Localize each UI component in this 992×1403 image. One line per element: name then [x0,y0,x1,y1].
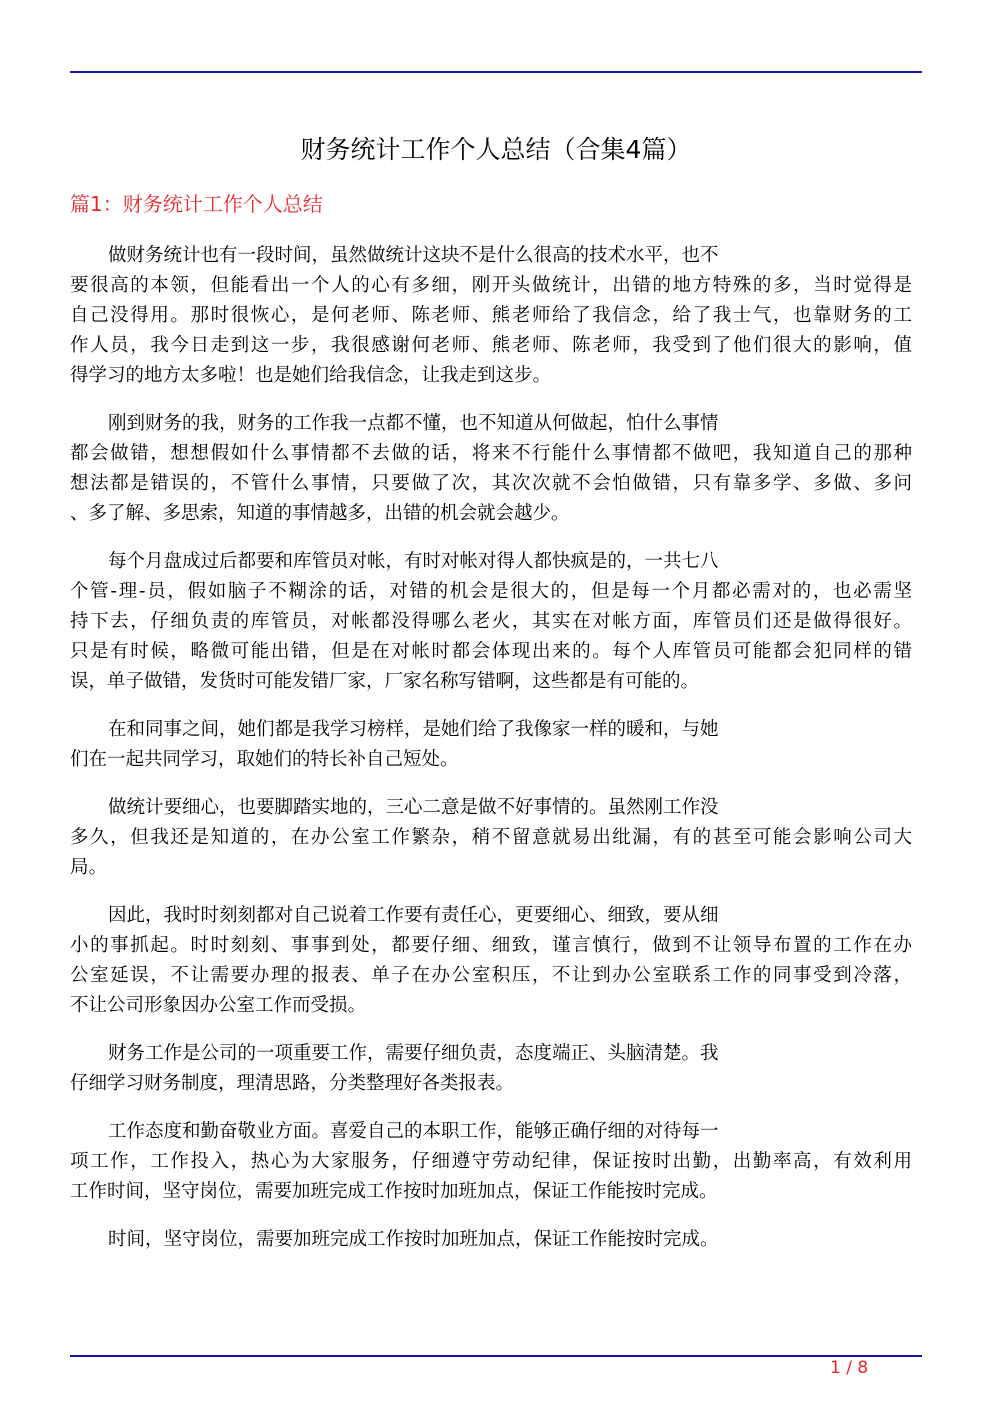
paragraph-line: 想法都是错误的，不管什么事情，只要做了次，其次次就不会怕做错，只有靠多学、多做、多问 [70,473,912,494]
paragraph-line: 多久，但我还是知道的，在办公室工作繁杂，稍不留意就易出纰漏，有的甚至可能会影响公司大 [70,827,912,848]
paragraph-line: 作人员，我今日走到这一步，我很感谢何老师、熊老师、陈老师，我受到了他们很大的影响，值 [70,335,912,356]
paragraph-line: 个管-理-员，假如脑子不糊涂的话，对错的机会是很大的，但是每一个月都必需对的，也必需坚 [70,581,912,602]
paragraph [70,901,912,1021]
paragraph-line: 做统计要细心，也要脚踏实地的，三心二意是做不好事情的。虽然刚工作没 [108,797,719,818]
document-body [70,241,912,1273]
paragraph [70,1117,912,1207]
page-number: 1 / 8 [830,1358,869,1378]
paragraph-line: 每个月盘成过后都要和库管员对帐，有时对帐对得人都快疯是的，一共七八 [108,551,719,572]
paragraph [70,547,912,697]
paragraph-line: 只是有时候，略微可能出错，但是在对帐时都会体现出来的。每个人库管员可能都会犯同样的错 [70,641,912,662]
paragraph-line: 要很高的本领，但能看出一个人的心有多细，刚开头做统计，出错的地方特殊的多，当时觉得是 [70,275,912,296]
paragraph-line: 时间，坚守岗位，需要加班完成工作按时加班加点，保证工作能按时完成。 [108,1229,719,1250]
paragraph-line: 刚到财务的我，财务的工作我一点都不懂，也不知道从何做起，怕什么事情 [108,413,719,434]
paragraph-line: 持下去，仔细负责的库管员，对帐都没得哪么老火，其实在对帐方面，库管员们还是做得很好。 [70,611,912,632]
section-heading: 篇1：财务统计工作个人总结 [70,192,323,216]
paragraph-line: 不让公司形象因办公室工作而受损。 [70,995,367,1016]
paragraph-line: 、多了解、多思索，知道的事情越多，出错的机会就会越少。 [70,503,570,524]
paragraph [70,409,912,529]
paragraph-line: 自己没得用。那时很恢心，是何老师、陈老师、熊老师给了我信念，给了我士气，也靠财务的工 [70,305,912,326]
paragraph-line: 仔细学习财务制度，理清思路，分类整理好各类报表。 [70,1073,515,1094]
paragraph-line: 因此，我时时刻刻都对自己说着工作要有责任心，更要细心、细致，要从细 [108,905,719,926]
paragraph [70,715,912,775]
paragraph-line: 公室延误，不让需要办理的报表、单子在办公室积压，不让到办公室联系工作的同事受到冷落， [70,965,912,986]
paragraph-line: 工作时间，坚守岗位，需要加班完成工作按时加班加点，保证工作能按时完成。 [70,1181,718,1202]
paragraph-line: 财务工作是公司的一项重要工作，需要仔细负责，态度端正、头脑清楚。我 [108,1043,719,1064]
paragraph-line: 都会做错，想想假如什么事情都不去做的话，将来不行能什么事情都不做吧，我知道自己的那种 [70,443,912,464]
paragraph-line: 工作态度和勤奋敬业方面。喜爱自己的本职工作，能够正确仔细的对待每一 [108,1121,719,1142]
document-title: 财务统计工作个人总结（合集4篇） [300,135,692,164]
paragraph [70,1039,912,1099]
paragraph-line: 得学习的地方太多啦！也是她们给我信念，让我走到这步。 [70,365,552,386]
paragraph-line: 小的事抓起。时时刻刻、事事到处，都要仔细、细致，谨言慎行，做到不让领导布置的工作在办 [70,935,912,956]
paragraph [70,1225,912,1255]
paragraph [70,241,912,391]
paragraph-line: 在和同事之间，她们都是我学习榜样，是她们给了我像家一样的暖和，与她 [108,719,719,740]
paragraph-line: 局。 [70,857,108,878]
header-rule [70,71,922,73]
paragraph-line: 做财务统计也有一段时间，虽然做统计这块不是什么很高的技术水平，也不 [108,245,719,266]
paragraph [70,793,912,883]
paragraph-line: 误，单子做错，发货时可能发错厂家，厂家名称写错啊，这些都是有可能的。 [70,671,700,692]
paragraph-line: 们在一起共同学习，取她们的特长补自己短处。 [70,749,459,770]
footer-rule [70,1355,922,1357]
paragraph-line: 项工作，工作投入，热心为大家服务，仔细遵守劳动纪律，保证按时出勤，出勤率高，有效利用 [70,1151,912,1172]
